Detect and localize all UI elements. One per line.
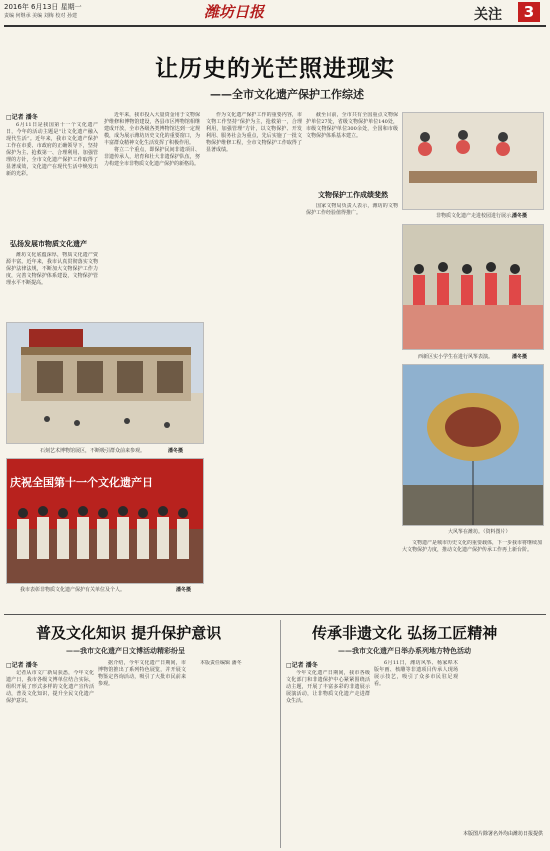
- page-footer-note: 本版图片除署名外均由潍坊日报提供: [462, 831, 543, 837]
- kite-photo-caption: 大风筝在潍坊。（资料图片）: [448, 529, 511, 535]
- editor-credits: 责编 何继承 美编 刘梅 校对 孙建: [4, 13, 77, 19]
- bottom-right-col-3: [462, 660, 544, 830]
- bottom-left-subhead: ——我市文化遗产日文博活动精彩纷呈: [66, 646, 185, 655]
- lead-paragraph: 6月11日是我国第十一个文化遗产日，今年的活动主题是“让文化遗产融入现代生活”。近年来，我市文化遗产保护工作在市委、市政府的正确领导下，坚持保护为主、抢救第一、合理利用、加强管理的方针，全市文化遗产保护工作取得了显著成效，文化遗产在现代生活中焕发出新的光彩。: [6, 122, 98, 177]
- kite-photo: [402, 364, 544, 526]
- middle-subtitle: 文物保护工作成绩斐然: [318, 190, 388, 199]
- body-paragraph: 截至目前，全市共有全国重点文物保护单位27处，省级文物保护单位140处，市级文物保护单位300余处，全国和市级文物保护体系基本建立。: [306, 112, 398, 139]
- bottom-right-subhead: ——我市文化遗产日举办系列地方特色活动: [338, 646, 471, 655]
- lead-paragraph: 近年来，我市投入大量资金用于文物保护维修和博物馆建设，各县市区博物馆相继建成开放，全市各级各类博物馆达到一定规模，成为展示潍坊历史文化的重要窗口，为丰富群众精神文化生活发挥了积极作用。: [104, 112, 200, 146]
- body-column-4b: [306, 203, 398, 603]
- ceremony-photo-caption: 我市表彰非物质文化遗产保护有关单位及个人。: [20, 587, 126, 593]
- body-column-3: [206, 112, 302, 602]
- bottom-left-paragraph: 记者从市文广新局获悉，今年文化遗产日，我市各级文博单位结合实际，组织开展了形式多样的文化遗产宣传活动，普及文化知识，提升全民文化遗产保护意识。: [6, 670, 94, 704]
- page-number: 3: [518, 2, 540, 22]
- body-column-5: [402, 540, 542, 608]
- children-photo: [402, 224, 544, 350]
- body-paragraph: 作为文化遗产保护工作的重要内容，市文物工作坚持“保护为主，抢救第一，合理利用，加强管理”方针，以文物保护、开发利用、服务社会为重点，先后实施了一批文物保护维修工程，全市文物保护工作取得了显著成绩。: [206, 112, 302, 153]
- lead-column-2: [104, 112, 200, 318]
- bottom-right-col-2: [374, 660, 458, 846]
- bottom-left-headline: 普及文化知识 提升保护意识: [36, 624, 222, 642]
- children-photo-credit: 潘冬摄: [512, 354, 528, 360]
- bottom-left-col-3: [190, 660, 278, 846]
- section-divider: [4, 614, 546, 615]
- museum-photo-image: [7, 323, 203, 443]
- kite-photo-image: [403, 365, 543, 525]
- main-headline: 让历史的光芒照进现实: [155, 55, 395, 82]
- body-column-4: [306, 112, 398, 182]
- bottom-right-headline: 传承非遗文化 弘扬工匠精神: [312, 624, 498, 642]
- bottom-column-divider: [280, 620, 281, 848]
- section-title: 关注: [474, 7, 502, 23]
- bottom-left-col-2: [98, 660, 186, 846]
- ceremony-banner-text: 庆祝全国第十一个文化遗产日: [10, 476, 153, 489]
- children-photo-caption: 西新区实小学生在进行风筝表演。: [418, 354, 494, 360]
- bottom-right-paragraph: 今年文化遗产日期间，我市各级文化部门和非遗保护中心紧紧围绕活动主题，开展了丰富多彩的非遗展示展演活动，让非物质文化遗产走进群众生活。: [286, 670, 370, 704]
- lead-paragraph: 将立二个重点，即保护民间非遗项目、非遗传承人，培育和壮大非遗保护队伍，努力构建全市非物质文化遗产保护的新格局。: [104, 147, 200, 167]
- ceremony-photo-credit: 潘冬摄: [176, 587, 192, 593]
- bottom-left-col-1: [6, 670, 94, 846]
- workshop-photo-image: [403, 113, 543, 209]
- lead-byline: □记者 潘冬: [6, 114, 38, 121]
- workshop-photo: [402, 112, 544, 210]
- museum-photo: [6, 322, 204, 444]
- body-paragraph: 文物遗产是城市历史文化的重要载体，下一步我市将继续加大文物保护力度，推动文化遗产保护传承工作再上新台阶。: [402, 540, 542, 553]
- body-paragraph: 国家文物局负责人表示，潍坊的文物保护工作经验值得推广。: [306, 203, 398, 216]
- museum-photo-credit: 潘冬摄: [168, 448, 184, 454]
- children-photo-image: [403, 225, 543, 349]
- header-rule: [4, 25, 546, 27]
- main-subhead: ——全市文化遗产保护工作综述: [210, 88, 364, 101]
- lead-subtitle: 弘扬发展市物质文化遗产: [10, 239, 87, 248]
- bottom-right-paragraph: 6月11日，潍坊风筝、杨家埠木版年画、核雕等非遗项目传承人现场展示技艺，吸引了众多市民驻足观看。: [374, 660, 458, 687]
- lead-column-1: [6, 122, 98, 232]
- bottom-right-byline: □记者 潘冬: [286, 662, 318, 669]
- issue-date: 2016年 6月13日 星期一: [4, 3, 82, 11]
- newspaper-logo: 潍坊日报: [204, 3, 265, 21]
- bottom-left-paragraph: 据介绍，今年文化遗产日期间，市博物馆推出了系列特色展览，并开展文物鉴定咨询活动，吸引了大批市民前来参观。: [98, 660, 186, 687]
- bottom-left-byline: □记者 潘冬: [6, 662, 38, 669]
- workshop-photo-caption: 非物质文化遗产走进校园进行展示。: [436, 213, 517, 219]
- workshop-photo-credit: 潘冬摄: [512, 213, 528, 219]
- bottom-left-editor-line: 本版责任编辑 潘冬: [200, 660, 242, 666]
- lead-column-1b: [6, 252, 98, 320]
- bottom-right-col-1: [286, 670, 370, 846]
- lead-paragraph: 潍坊文化底蕴深厚，物质文化遗产资源丰富。近年来，我市认真贯彻落实文物保护法律法规，不断加大文物保护工作力度，完善文物保护体系建设，文物保护管理水平不断提高。: [6, 252, 98, 286]
- museum-photo-caption: 石刻艺术博物馆展区，不断吸引群众前来参观。: [40, 448, 146, 454]
